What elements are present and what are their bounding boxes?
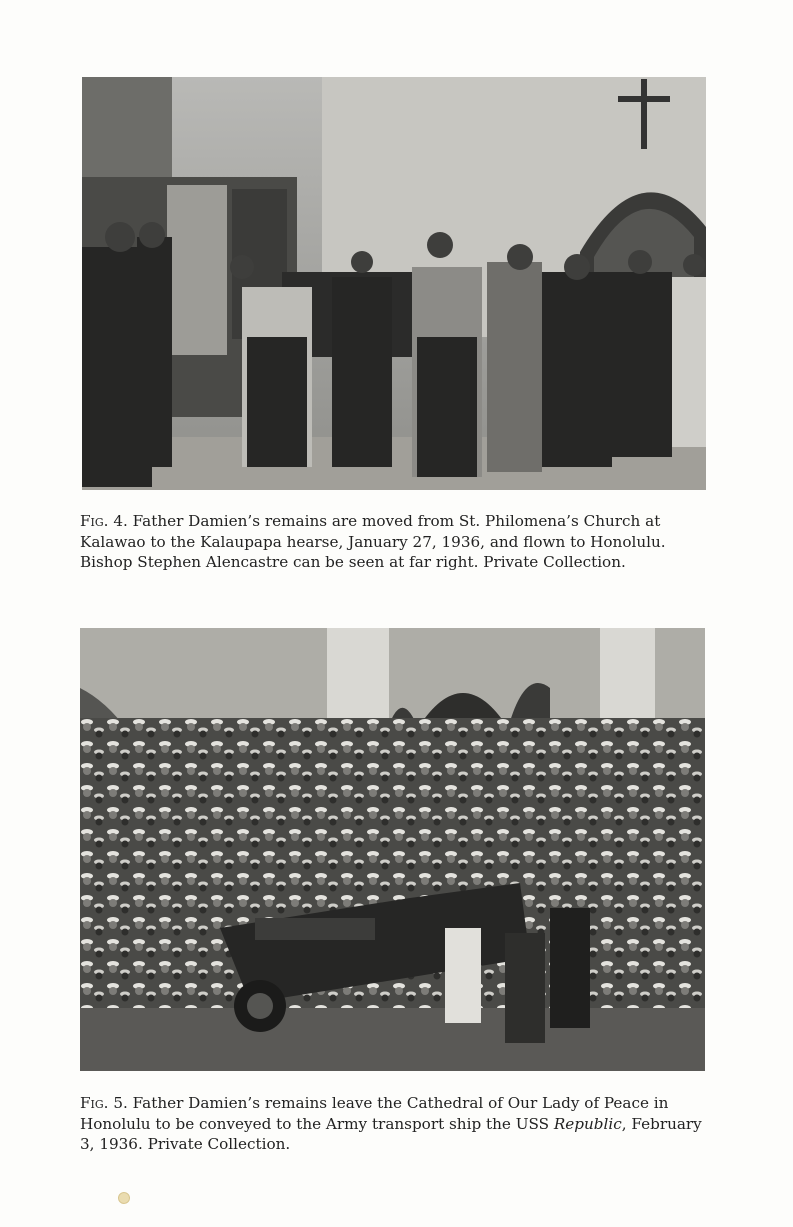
figure-5-caption — [80, 1093, 710, 1155]
paper-speck — [118, 1192, 130, 1204]
figure-5-caption-text-end: , February 3, 1936. Private Collection. — [80, 1114, 702, 1153]
figure-4-caption — [80, 511, 710, 573]
ship-name: Republic — [553, 1114, 622, 1133]
figure-4-image — [82, 77, 706, 490]
figure-5-photo — [80, 628, 705, 1071]
figure-5-label: Fig. 5. — [80, 1094, 128, 1112]
figure-4-photo — [82, 77, 706, 490]
figure-4-caption-text: Father Damien’s remains are moved from St. Philomena’s Church at Kalawao to the Kalaupapa hearse, January 27, 1936, and flown to Honolulu. Bishop Stephen Alencastre can be seen at far right. Private Collection. — [80, 512, 666, 571]
figure-5-image — [80, 628, 705, 1071]
figure-4-label: Fig. 4. — [80, 512, 128, 530]
figure-5-caption-text-start: Father Damien’s remains leave the Cathedral of Our Lady of Peace in Honolulu to be conveyed to the Army transport ship the USS — [80, 1094, 669, 1133]
